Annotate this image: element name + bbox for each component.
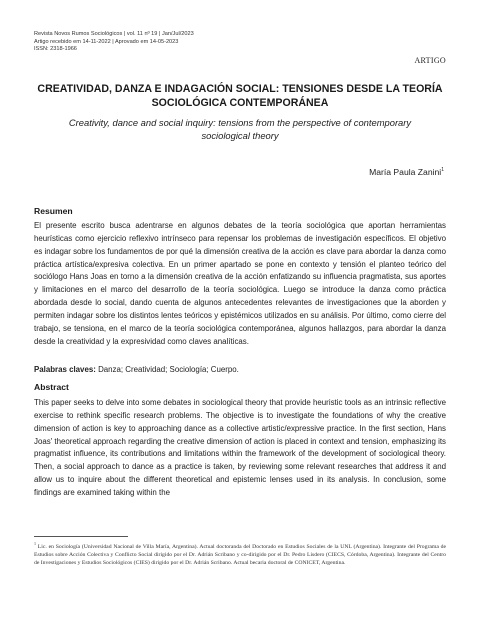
keywords-label: Palabras claves: (34, 365, 96, 374)
keywords-line (34, 365, 239, 374)
journal-line: Revista Novos Rumos Sociológicos | vol. 11 nº 19 | Jan/Jul/2023 (34, 31, 194, 37)
author-footnote-mark[interactable]: 1 (441, 167, 444, 173)
footnote-divider (34, 536, 128, 537)
dates-line: Artigo recebido em 14-11-2022 | Aprovado em 14-05-2023 (34, 38, 179, 45)
footnote (34, 540, 446, 568)
abstract-heading: Abstract (34, 382, 69, 392)
resumen-heading: Resumen (34, 206, 73, 216)
footnote-mark: 1 (34, 541, 36, 546)
resumen-text: El presente escrito busca adentrarse en algunos debates de la teoría sociológica que aportan herramientas heurísticas como ejercicio reflexivo intrínseco para repensar los problemas de investigación específicos. El objetivo es indagar sobre los fundamentos de por qué la dimensión creativa de la acción es clave para abordar la danza como práctica artística/expresiva colectiva. En un primer apartado se pone en contexto y tensión el planteo teórico del sociólogo Hans Joas en torno a la dimensión creativa de la acción enfatizando su influencia pragmatista, sus aportes y limitaciones en el marco del desarrollo de la teoría sociológica. Luego se introduce la danza como práctica abordada desde lo social, dando cuenta de algunos antecedentes relevantes de investigaciones que la aborden y permiten indagar sobre los distintos lentes teóricos y epistémicos utilizados en su análisis. Por último, como cierre del trabajo, se tensiona, en el marco de la teoría sociológica contemporánea, algunos hallazgos, para abordar la danza desde la creatividad y la expresividad como claves analíticas. (34, 221, 446, 346)
article-title: CREATIVIDAD, DANZA E INDAGACIÓN SOCIAL: TENSIONES DESDE LA TEORÍA SOCIOLÓGICA CONTEMPORÁNEA (37, 83, 443, 109)
author-name: María Paula Zanini (369, 167, 442, 177)
article-subtitle: Creativity, dance and social inquiry: tensions from the perspective of contemporary sociological theory (68, 117, 412, 141)
section-label: ARTIGO (414, 56, 446, 65)
footnote-text: Lic. en Sociología (Universidad Nacional de Villa María, Argentina). Actual doctoranda del Doctorado en Estudios Sociales de la UNL (Argentina). Integrante del Programa de Estudios sobre Acción Colectiva y Conflicto Social dirigido por el Dr. Adrián Scribano y co-dirigido por el Dr. Pedro Lisdero (CIECS, Córdoba, Argentina). Integrante del Centro de Investigaciones y Estudios Sociológicos (CIES) dirigido por el Dr. Adrián Scribano. Actual becaria doctoral de CONICET, Argentina. (34, 544, 446, 566)
author-line (369, 167, 444, 177)
journal-header (34, 31, 194, 54)
abstract-text: This paper seeks to delve into some debates in sociological theory that provide heuristic tools as an intrinsic reflective exercise to rethink specific research problems. The objective is to investigate the foundations of why the creative dimension of action is key to approaching dance as a collective artistic/expressive practice. In the first section, Hans Joas' theoretical approach regarding the creative dimension of action is placed in context and tension, emphasizing its pragmatist influence, its contributions and limitations within the framework of the development of sociological theory. Then, a social approach to dance as a practice is taken, by reviewing some relevant researches that address it and allow us to inquire about the different theoretical and epistemic lenses used in its analysis. In conclusion, some findings are examined taking within the (34, 398, 446, 497)
keywords-text: Danza; Creatividad; Sociología; Cuerpo. (98, 365, 239, 374)
issn-line: ISSN: 2318-1966 (34, 46, 77, 53)
